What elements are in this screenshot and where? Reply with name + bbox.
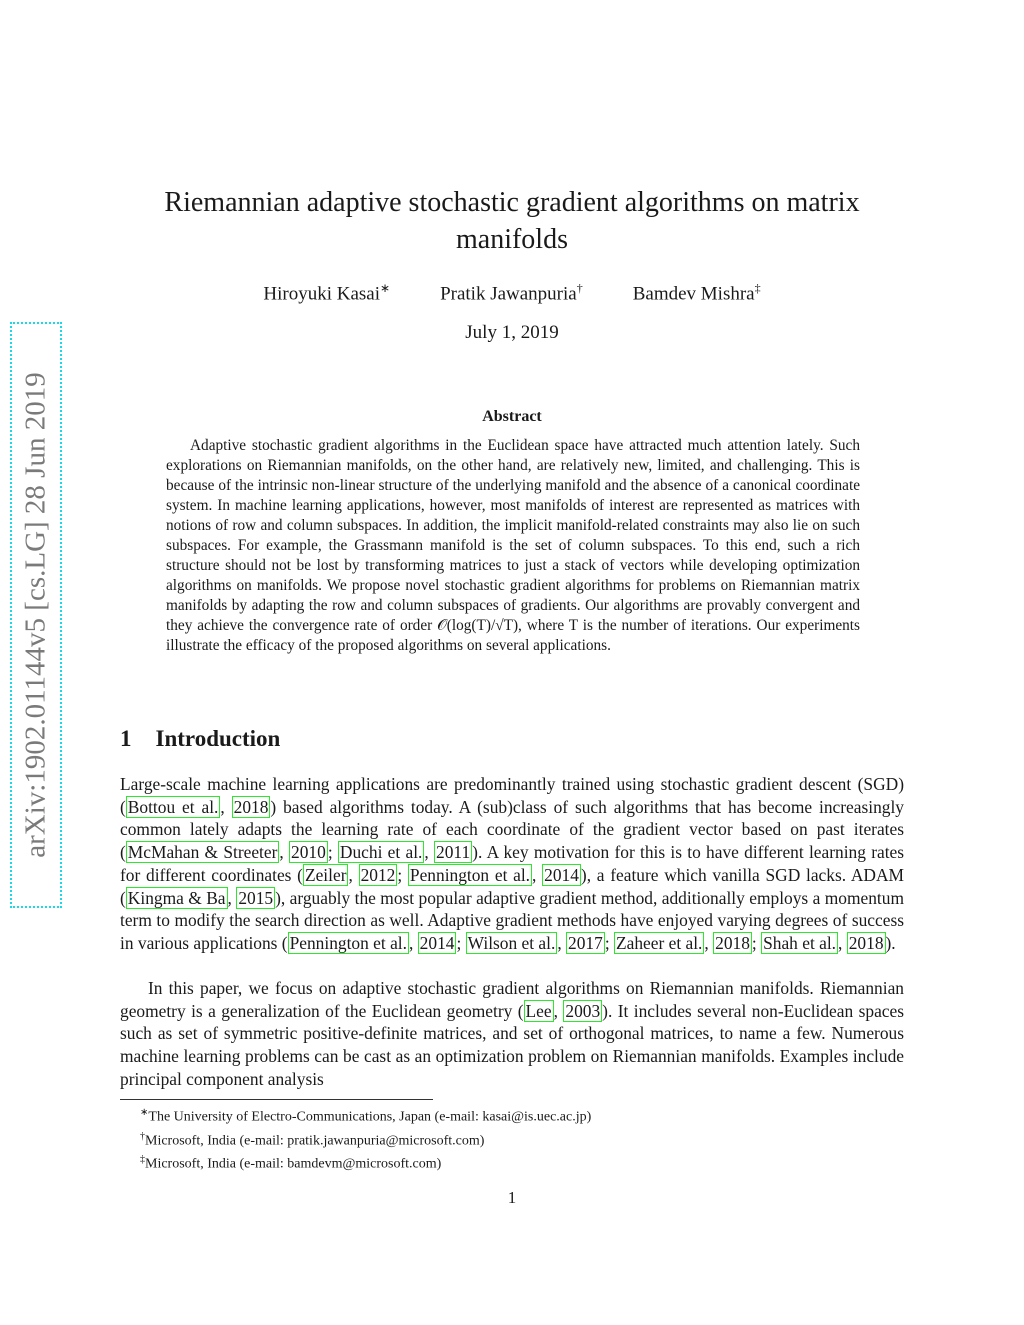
author-footnote-mark[interactable]: † xyxy=(576,281,583,295)
citation-year-link[interactable]: 2010 xyxy=(291,842,326,863)
citation-year-link[interactable]: 2014 xyxy=(419,932,455,953)
citation-link[interactable]: Zeiler xyxy=(304,864,347,885)
section-heading xyxy=(120,726,280,752)
citation-link[interactable]: Bottou et al. xyxy=(127,796,219,817)
author: Pratik Jawanpuria† xyxy=(440,281,583,305)
author-list xyxy=(120,281,904,305)
citation-link[interactable]: Lee xyxy=(525,1000,552,1021)
paper-title: Riemannian adaptive stochastic gradient algorithms on matrix manifolds xyxy=(164,187,860,255)
citation-year-link[interactable]: 2015 xyxy=(238,887,274,908)
author-footnote-mark[interactable]: ∗ xyxy=(380,281,391,295)
author: Bamdev Mishra‡ xyxy=(632,281,761,305)
citation-year-link[interactable]: 2017 xyxy=(568,932,603,953)
citation-year-link[interactable]: 2012 xyxy=(360,864,396,885)
citation-link[interactable]: Pennington et al. xyxy=(409,864,531,885)
abstract-text: Adaptive stochastic gradient algorithms in the Euclidean space have attracted much attention lately. Such explorations on Riemannian manifolds, on the other hand, are relatively new, limited, and challenging. This is because of the intrinsic non-linear structure of the underlying manifold and the absence of a canonical coordinate system. In machine learning applications, however, most manifolds of interest are represented as matrices with notions of row and column subspaces. In addition, the implicit manifold-related constraints may also lie on such subspaces. For example, the Grassmann manifold is the set of column subspaces. To this end, such a rich structure should not be lost by transforming matrices to just a stack of vectors while developing optimization algorithms on manifolds. We propose novel stochastic gradient algorithms for problems on Riemannian matrix manifolds by adapting the row and column subspaces of gradients. Our algorithms are provably convergent and they achieve the convergence rate of order 𝒪(log(T)/√T), where T is the number of iterations. Our experiments illustrate the efficacy of the proposed algorithms on several applications. xyxy=(166,437,860,654)
footnote: †Microsoft, India (e-mail: pratik.jawanpuria@microsoft.com) xyxy=(140,1130,485,1149)
citation-year-link[interactable]: 2018 xyxy=(848,932,884,953)
citation-link[interactable]: Pennington et al. xyxy=(289,932,407,953)
arxiv-identifier-text: arXiv:1902.01144v5 [cs.LG] 28 Jun 2019 xyxy=(19,372,52,858)
body-paragraph: Large-scale machine learning applications are predominantly trained using stochastic gradient descent (SGD) ( Bottou et al. , 2018 ) based algorithms today. A (sub)class of such algorithms that has become increasingly common lately adapts the learning rate of each coordinate of the gradient vector based on past iterates ( McMahan & Streeter , 2010 ; Duchi et al. , 2011 ). A key motivation for this is to have different learning rates for different coordinates ( Zeiler , 2012 ; Pennington et al. , 2014 ), a feature which vanilla SGD lacks. ADAM ( Kingma & Ba , 2015 ), arguably the most popular adaptive gradient method, additionally employs a momentum term to modify the search direction as well. Adaptive gradient methods have enjoyed varying degrees of success in various applications ( Pennington et al. , 2014 ; Wilson et al. , 2017 ; Zaheer et al. , 2018 ; Shah et al. , 2018 ). xyxy=(120,774,905,953)
author-footnote-mark[interactable]: ‡ xyxy=(754,281,761,295)
page-number: 1 xyxy=(507,1188,517,1207)
arxiv-identifier-link[interactable] xyxy=(10,322,62,908)
citation-link[interactable]: Shah et al. xyxy=(763,932,837,953)
citation-year-link[interactable]: 2018 xyxy=(233,796,269,817)
footnotes xyxy=(140,1103,591,1174)
citation-link[interactable]: Wilson et al. xyxy=(467,932,556,953)
citation-year-link[interactable]: 2003 xyxy=(565,1000,601,1021)
section-title: Introduction xyxy=(155,726,281,751)
citation-year-link[interactable]: 2018 xyxy=(715,932,750,953)
citation-year-link[interactable]: 2011 xyxy=(436,842,471,863)
citation-link[interactable]: Kingma & Ba xyxy=(127,887,226,908)
citation-year-link[interactable]: 2014 xyxy=(544,864,579,885)
abstract-heading: Abstract xyxy=(482,408,542,425)
section-number: 1 xyxy=(120,726,132,751)
footnote: ‡Microsoft, India (e-mail: bamdevm@microsoft.com) xyxy=(140,1154,442,1172)
footnote: ∗The University of Electro-Communications, Japan (e-mail: kasai@is.uec.ac.jp) xyxy=(140,1107,592,1125)
citation-link[interactable]: Duchi et al. xyxy=(339,842,423,863)
publication-date: July 1, 2019 xyxy=(465,322,559,343)
footnote-divider xyxy=(120,1099,433,1100)
citation-link[interactable]: Zaheer et al. xyxy=(616,932,703,953)
citation-link[interactable]: McMahan & Streeter xyxy=(127,842,278,863)
author: Hiroyuki Kasai∗ xyxy=(263,281,391,305)
body-paragraph: In this paper, we focus on adaptive stochastic gradient algorithms on Riemannian manifolds. Riemannian geometry is a generalization of the Euclidean geometry ( Lee , 2003 ). It includes several non-Euclidean spaces such as set of symmetric positive-definite matrices, and set of orthogonal matrices, to name a few. Numerous machine learning problems can be cast as an optimization problem on Riemannian manifolds. Examples include principal component analysis xyxy=(120,978,904,1089)
